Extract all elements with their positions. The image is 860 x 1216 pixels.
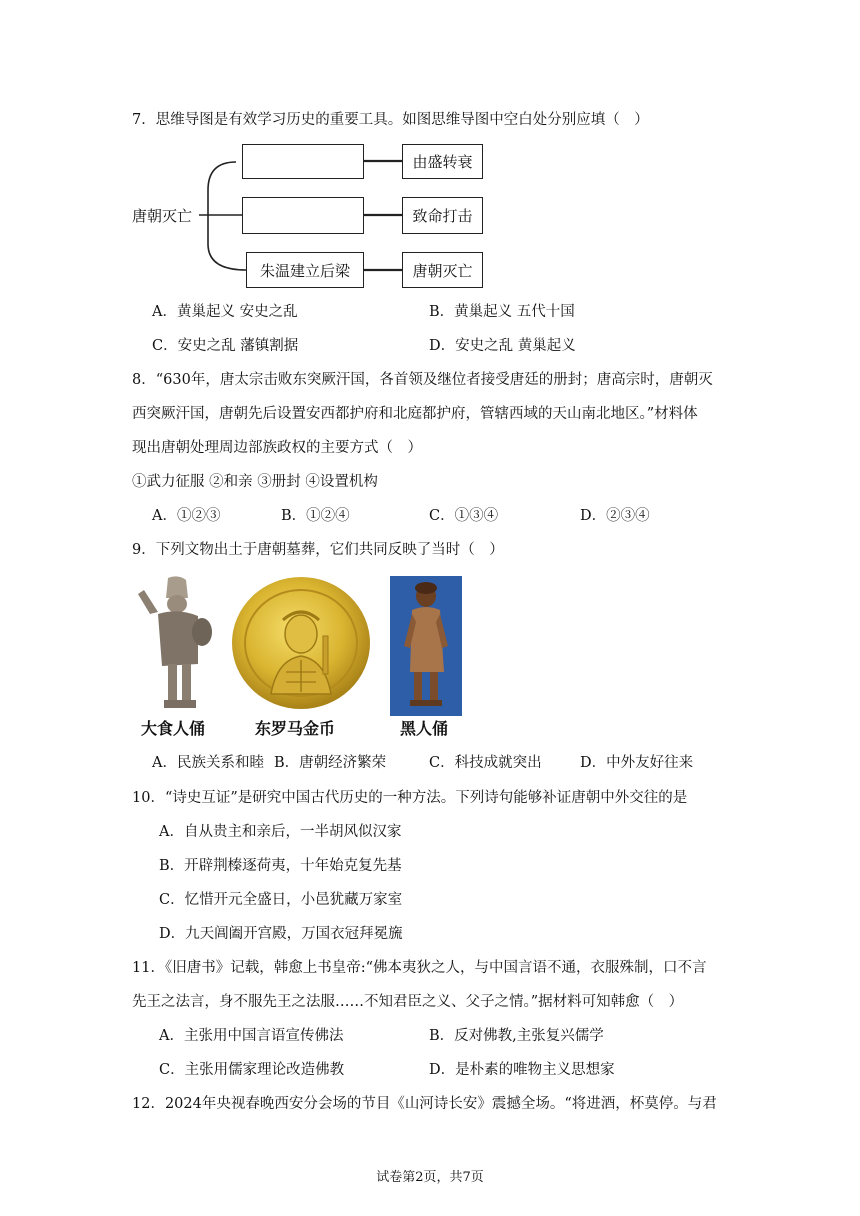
q8-option-c: C．①③④	[429, 508, 499, 524]
q7-option-a: A．黄巢起义 安史之乱	[152, 304, 298, 320]
mind-map-blank-1	[242, 144, 364, 179]
q10-stem: 10．“诗史互证”是研究中国古代历史的一种方法。下列诗句能够补证唐朝中外交往的是	[132, 790, 688, 806]
q10-option-c: C．忆惜开元全盛日，小邑犹藏万家室	[159, 892, 403, 908]
q8-option-d: D．②③④	[580, 508, 650, 524]
q7-option-b: B．黄巢起义 五代十国	[429, 304, 575, 320]
mind-map-right-2: 致命打击	[402, 197, 483, 234]
artifact-label-1: 大食人俑	[141, 719, 206, 738]
q9-option-b: B．唐朝经济繁荣	[274, 755, 387, 771]
african-figurine-image	[390, 576, 462, 716]
mind-map-root: 唐朝灭亡	[132, 207, 193, 225]
q10-option-b: B．开辟荆榛逐荷夷，十年始克复先基	[159, 858, 402, 874]
byzantine-gold-coin-image	[231, 576, 371, 710]
q7-option-d: D．安史之乱 黄巢起义	[429, 338, 576, 354]
mind-map-blank-2	[242, 197, 364, 234]
q9-option-c: C．科技成就突出	[429, 755, 542, 771]
mind-map-right-3: 唐朝灭亡	[402, 252, 483, 288]
artifact-label-2: 东罗马金币	[255, 719, 336, 738]
q11-option-d: D．是朴素的唯物主义思想家	[429, 1062, 615, 1078]
q10-option-a: A．自从贵主和亲后，一半胡风似汉家	[159, 824, 402, 840]
q7-stem: 7．思维导图是有效学习历史的重要工具。如图思维导图中空白处分别应填（ ）	[132, 112, 649, 128]
q8-stem-line-1: 8．“630年，唐太宗击败东突厥汗国，各首领及继位者接受唐廷的册封；唐高宗时，唐朝灭	[132, 372, 713, 388]
q12-stem-line-1: 12．2024年央视春晚西安分会场的节目《山河诗长安》震撼全场。“将进酒，杯莫停。与君	[132, 1096, 717, 1112]
q9-stem: 9．下列文物出土于唐朝墓葬，它们共同反映了当时（ ）	[132, 542, 504, 558]
q10-option-d: D．九天阊阖开宫殿，万国衣冠拜冕旒	[159, 926, 403, 942]
q11-option-b: B．反对佛教,主张复兴儒学	[429, 1028, 604, 1044]
artifact-label-3: 黑人俑	[400, 719, 449, 738]
q8-stem-line-2: 西突厥汗国，唐朝先后设置安西都护府和北庭都护府，管辖西域的天山南北地区。”材料体	[132, 406, 698, 422]
q8-stem-line-3: 现出唐朝处理周边部族政权的主要方式（ ）	[132, 440, 422, 456]
q8-items: ①武力征服 ②和亲 ③册封 ④设置机构	[132, 474, 378, 490]
q11-stem-line-2: 先王之法言，身不服先王之法服……不知君臣之义、父子之情。”据材料可知韩愈（ ）	[132, 994, 684, 1010]
q11-option-c: C．主张用儒家理论改造佛教	[159, 1062, 345, 1078]
q8-option-a: A．①②③	[152, 508, 221, 524]
page-footer: 试卷第2页，共7页	[376, 1170, 484, 1185]
q9-option-d: D．中外友好往来	[580, 755, 694, 771]
q9-option-a: A．民族关系和睦	[152, 755, 264, 771]
q11-option-a: A．主张用中国言语宣传佛法	[159, 1028, 344, 1044]
arab-figurine-image	[128, 574, 218, 714]
q11-stem-line-1: 11．《旧唐书》记载，韩愈上书皇帝:“佛本夷狄之人，与中国言语不通，衣服殊制，口不言	[132, 960, 707, 976]
mind-map-right-1: 由盛转衰	[402, 144, 483, 179]
q8-option-b: B．①②④	[281, 508, 350, 524]
mind-map-left-3: 朱温建立后梁	[246, 252, 364, 288]
q7-option-c: C．安史之乱 藩镇割据	[152, 338, 299, 354]
